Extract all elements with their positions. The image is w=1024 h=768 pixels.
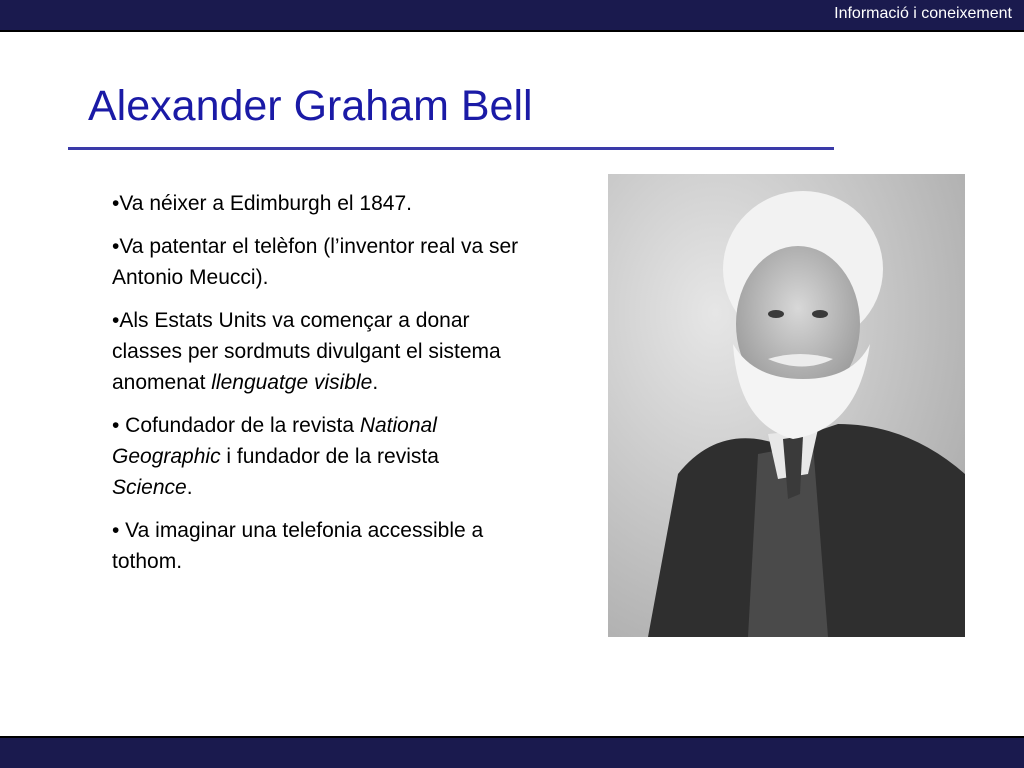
bullet-emphasis: Science xyxy=(112,476,187,499)
bullet-emphasis: llenguatge visible xyxy=(211,371,373,394)
bullet-text: • Cofundador de la revista xyxy=(112,414,360,437)
portrait-photo-icon xyxy=(608,174,965,637)
bullet-item: •Va patentar el telèfon (l’inventor real va ser Antonio Meucci). xyxy=(112,235,519,289)
bullet-list xyxy=(112,188,522,589)
bullet-text: i fundador de la revista xyxy=(220,445,439,468)
bullet-text: . xyxy=(186,476,193,499)
footer-bar xyxy=(0,736,1024,768)
bullet-item: • Va imaginar una telefonia accessible a tothom. xyxy=(112,519,484,573)
bullet-item xyxy=(112,305,522,398)
slide-title: Alexander Graham Bell xyxy=(88,82,533,130)
section-label: Informació i coneixement xyxy=(834,5,1012,22)
bullet-item: •Va néixer a Edimburgh el 1847. xyxy=(112,192,412,215)
title-divider xyxy=(68,147,834,150)
header-bar xyxy=(0,0,1024,32)
bullet-item xyxy=(112,410,522,503)
bullet-text: •Als Estats Units va començar a donar classes per sordmuts divulgant el sistema anomenat xyxy=(112,309,501,394)
bullet-text: . xyxy=(372,371,379,394)
bullet-emphasis: National Geographic xyxy=(112,414,437,468)
